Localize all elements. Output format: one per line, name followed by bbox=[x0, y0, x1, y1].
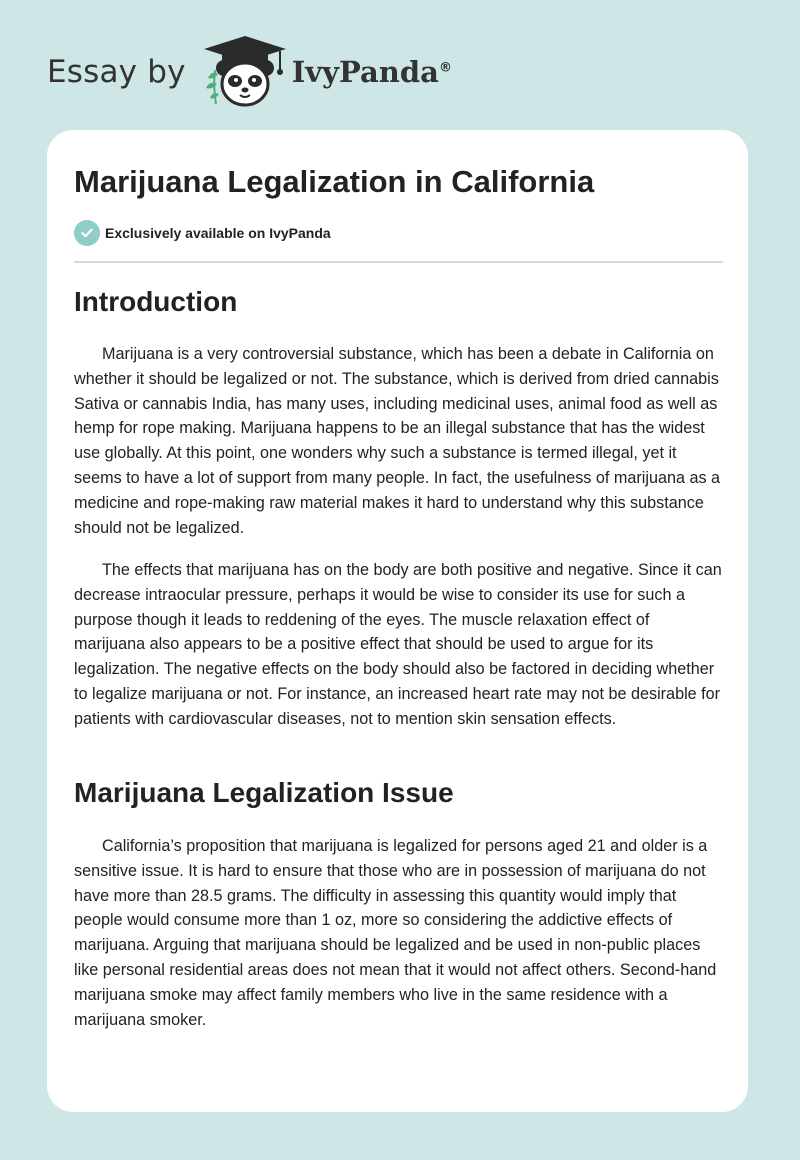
paragraph: Marijuana is a very controversial substance, which has been a debate in California on whether it should be legalized or not. The substance, which is derived from dried cannabis Sativa or cannabis India, has many uses, including medicinal uses, animal food as well as hemp for rope making. Marijuana happens to be an illegal substance that has the widest use globally. At this point, one wonders why such a substance is termed illegal, yet it seems to have a lot of support from many people. In fact, the usefulness of marijuana as a medicine and rope-making raw material makes it hard to understand why this substance should not be legalized. bbox=[74, 345, 721, 537]
essay-by-label: Essay by bbox=[47, 54, 186, 90]
panda-graduation-cap-logo[interactable] bbox=[200, 32, 290, 112]
paragraph: California’s proposition that marijuana is legalized for persons aged 21 and older is a sensitive issue. It is hard to ensure that those who are in possession of marijuana do not have more than 28.5 grams. The difficulty in assessing this quantity would imply that people would consume more than 1 oz, more so considering the addictive effects of marijuana. Arguing that marijuana should be legalized and be used in non-public places like personal residential areas does not mean that it would not affect others. Second-hand marijuana smoke may affect family members who live in the same residence with a marijuana smoker. bbox=[74, 837, 717, 1029]
brand-name[interactable]: IvyPanda® bbox=[291, 55, 452, 89]
section-heading-legalization-issue: Marijuana Legalization Issue bbox=[74, 777, 454, 808]
essay-card bbox=[47, 130, 748, 1112]
paragraph: The effects that marijuana has on the body are both positive and negative. Since it can decrease intraocular pressure, perhaps it would be wise to consider its use for such a purpose though it leads to reddening of the eyes. The muscle relaxation effect of marijuana also appears to be a positive effect that should be used to argue for its legalization. The negative effects on the body should also be factored in deciding whether to legalize marijuana or not. For instance, an increased heart rate may not be desirable for patients with cardiovascular diseases, not to mention skin sensation effects. bbox=[74, 561, 722, 728]
divider bbox=[74, 261, 723, 263]
section-heading-introduction: Introduction bbox=[74, 286, 238, 317]
check-icon bbox=[74, 220, 100, 246]
page-title: Marijuana Legalization in California bbox=[74, 164, 595, 199]
exclusive-badge bbox=[74, 220, 331, 246]
exclusive-label: Exclusively available on IvyPanda bbox=[105, 225, 331, 241]
site-header bbox=[47, 32, 452, 112]
registered-mark: ® bbox=[438, 60, 452, 76]
